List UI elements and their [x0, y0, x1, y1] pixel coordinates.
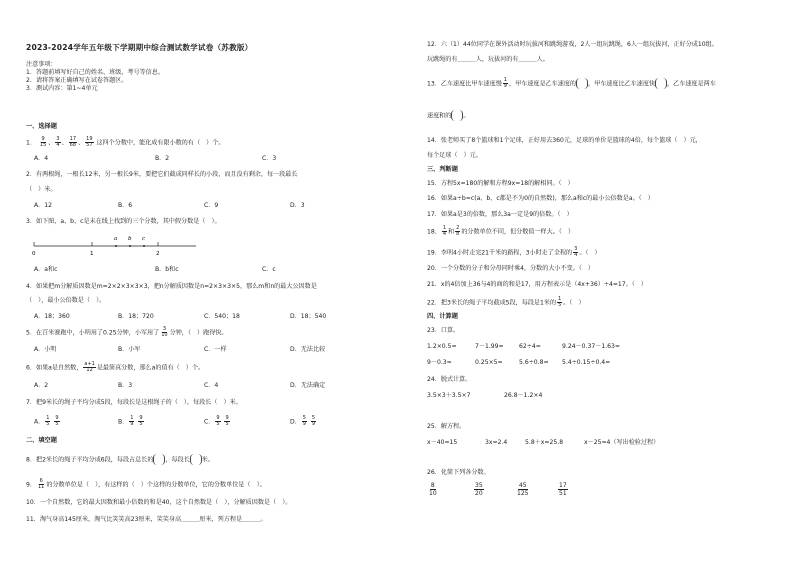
q22: 22．把3米长的绳子平均截成5段，每段是1米的 $\frac{1}{5}$ 。（ ） [427, 296, 585, 309]
notice-title: 注意事项： [26, 61, 57, 68]
q8-blank-1 [153, 454, 165, 465]
q1-option-b: B．2 [155, 155, 170, 162]
q2-option-d: D．3 [290, 202, 305, 209]
q24-item-1: 3.5×3＋3.5×7 [427, 392, 471, 399]
q23-item-4: 9.24－0.37－1.63= [562, 343, 620, 350]
q26-frac-2: $\frac{35}{20}$ [475, 482, 483, 497]
q12-line1: 12．六（1）44位同学在课外活动时玩拔河和跳绳游戏，2人一组玩跳绳，6人一组玩拔河，正好分成10组。 [427, 41, 718, 48]
q3-option-a: A．a和c [34, 266, 58, 273]
q14-line1: 14．张老师买了8个篮球和1个足球，正好用去360元，足球的单价是篮球的4倍，每个篮球（ ）元， [427, 137, 702, 144]
q13-blank-3 [451, 110, 463, 121]
q6-option-c: C．4 [204, 382, 219, 389]
axis-label-0: 0 [32, 251, 36, 257]
q1-frac-4: $\frac{19}{57}$ [86, 136, 93, 149]
q12-line2: 玩跳绳的有＿＿＿人，玩拔河的有＿＿＿人。 [427, 56, 549, 63]
q13-blank-1 [576, 78, 588, 89]
q5-option-b: B．小军 [118, 346, 141, 353]
section-choice: 一、选择题 [26, 123, 57, 130]
q7-option-d: D． $\frac{5}{9}$ $\frac{5}{9}$ [290, 415, 316, 428]
q21: 21．x的4倍加上36与4的商的和是17，用方程表示是（4x+36）÷4=17。（ ） [427, 281, 648, 288]
number-line [30, 232, 200, 258]
q1-frac-3: $\frac{17}{68}$ [69, 136, 77, 149]
q25-title: 25．解方程。 [427, 423, 466, 430]
q7-line1: 7．把9米长的绳子平均分成5段，每段长是这根绳子的（ ），每段长（ ）米。 [26, 399, 242, 406]
q3-line1: 3．如下图，a、b、c是未在线上找到的三个分数，其中假分数是（ ）。 [26, 218, 221, 225]
q6-option-d: D．无法确定 [290, 382, 326, 389]
point-c-label: c [142, 236, 146, 242]
q23-title: 23．口算。 [427, 327, 460, 334]
q13-line2: 速度和的 。 [427, 110, 469, 121]
q13-blank-2 [655, 78, 667, 89]
point-b-label: b [128, 236, 132, 242]
q25-item-2: 3x=2.4 [485, 439, 508, 446]
notice-2: 2．请将答案正确填写在试卷答题区。 [26, 77, 128, 84]
q17: 17．如果a是3的倍数，那么3a一定是9的倍数。（ ） [427, 211, 573, 218]
q4-option-c: C．540；18 [204, 313, 240, 320]
q5-option-a: A．小明 [34, 346, 57, 353]
q14-line2: 每个足球（ ）元。 [427, 152, 482, 159]
q1-option-a: A．4 [34, 155, 49, 162]
q23-item-3: 62÷4= [519, 343, 541, 350]
q1-stem: 1． $\frac{9}{15}$ 、 $\frac{3}{4}$ 、 $\frac{17}{68}$ 、 $\frac{19}{57}$ 这四个分数中，能化成有限小数的有（ ）个。 [26, 136, 225, 149]
q2-option-a: A．12 [34, 202, 53, 209]
q3-option-c: C．c [262, 266, 276, 273]
notice-3: 3．测试内容：第1~4单元 [26, 85, 98, 92]
q7-option-c: C． $\frac{9}{5}$ $\frac{9}{5}$ [204, 415, 229, 428]
q1-frac-1: $\frac{9}{15}$ [39, 136, 47, 149]
q20: 20．一个分数的分子和分母同时乘4，分数的大小不变。（ ） [427, 265, 595, 272]
q1-frac-2: $\frac{3}{4}$ [56, 136, 60, 149]
q1-option-c: C．3 [262, 155, 277, 162]
right-page [397, 0, 794, 562]
q26-title: 26．化简下列各分数。 [427, 469, 490, 476]
q2-line1: 2．有两根绳，一根长12米，另一根长9米，要把它们截成同样长的小段，而且没有剩余，每一段最长 [26, 171, 298, 178]
q24-title: 24．脱式计算。 [427, 376, 472, 383]
q24-item-2: 26.8－1.2×4 [504, 392, 543, 399]
q4-line2: （ ），最小公倍数是（ ）。 [26, 297, 106, 304]
q6-option-a: A．2 [34, 382, 49, 389]
q6-option-b: B．3 [118, 382, 133, 389]
q25-item-4: x－25=4（写出检验过程） [584, 439, 660, 446]
q26-frac-4: $\frac{17}{51}$ [559, 482, 567, 497]
axis-label-2: 2 [156, 251, 160, 257]
q9-stem: 9． $\frac{6}{11}$ 的分数单位是（ ），有这样的（ ）个这样的分数单位，它的分数单位是（ ）。 [26, 478, 266, 491]
q25-item-1: x－40=15 [427, 439, 458, 446]
q2-line2: （ ）米。 [26, 186, 57, 193]
q23-item-8: 5.4÷0.15÷0.4= [562, 359, 611, 366]
point-a-label: a [114, 236, 118, 242]
q25-item-3: 5.8＋x=25.8 [525, 439, 564, 446]
q23-item-5: 9－0.3= [427, 359, 452, 366]
q6-stem: 6．如果a是自然数， $\frac{a+1}{12}$ 是最简真分数，那么a的值有（ ）个。 [26, 361, 205, 374]
q8-stem: 8．把2米长的绳子平均分成6段，每段占总长的 ，每段长 米。 [26, 454, 214, 465]
q15: 15．方程5x=180的解和方程9x=18的解相同。（ ） [427, 180, 574, 187]
q10: 10．一个自然数，它的最大因数和最小倍数的和是40，这个自然数是（ ），分解质因数是（ ）。 [26, 499, 292, 506]
q7-option-b: B． $\frac{1}{9}$ $\frac{9}{5}$ [118, 415, 143, 428]
q26-frac-1: $\frac{8}{10}$ [429, 482, 437, 497]
q2-option-b: B．6 [118, 202, 133, 209]
q5-stem: 5．在百米赛跑中，小明用了0.25分钟，小军用了 $\frac{3}{10}$ 分钟，（ ）跑得快。 [26, 326, 228, 339]
q13-stem: 13．乙车速度比甲车速度慢 $\frac{1}{9}$ ，甲车速度是乙车速度的 ，甲车速度比乙车速度快 ，乙车速度是两车 [427, 77, 716, 90]
q5-option-c: C．一样 [204, 346, 227, 353]
q2-option-c: C．9 [204, 202, 219, 209]
q8-blank-2 [190, 454, 202, 465]
q4-line1: 4．如果把m分解质因数是m=2×2×3×3×3，把n分解质因数是n=2×3×3×5，那么m和n的最大公因数是 [26, 283, 317, 290]
section-fill: 二、填空题 [26, 437, 57, 444]
q23-item-1: 1.2×0.5= [427, 343, 457, 350]
section-calc: 四、计算题 [427, 313, 458, 320]
q3-option-b: B．b和c [155, 266, 179, 273]
q7-option-a: A． $\frac{1}{5}$ $\frac{9}{5}$ [34, 415, 59, 428]
q5-option-d: D．无法比较 [290, 346, 326, 353]
q4-option-a: A．18；360 [34, 313, 70, 320]
q23-item-6: 0.25×5= [475, 359, 503, 366]
q11: 11．淘气身高145厘米，淘气比笑笑高23厘米，笑笑身高＿＿＿厘米，列方程是＿＿＿。 [26, 516, 267, 523]
q16: 16．如果a÷b=c(a、b、c都是不为0的自然数)，那么a和c的最小公倍数是a。（ ） [427, 195, 654, 202]
q4-option-d: D．18；540 [290, 313, 327, 320]
section-judge: 三、判断题 [427, 166, 458, 173]
notice-1: 1．答题前填写好自己的姓名、班级、考号等信息。 [26, 69, 164, 76]
q23-item-7: 5.6÷0.8= [519, 359, 549, 366]
q4-option-b: B．18；720 [118, 313, 154, 320]
q19: 19．李明4小时走完21千米的路程，3小时走了全程的 $\frac{3}{4}$ 。（ ） [427, 246, 601, 259]
axis-label-1: 1 [90, 251, 94, 257]
exam-title: 2023-2024学年五年级下学期期中综合测试数学试卷（苏教版） [26, 43, 253, 52]
q23-item-2: 7－1.99= [475, 343, 504, 350]
q18: 18． $\frac{1}{4}$ 和 $\frac{2}{8}$ 的分数单位不同，但分数值一样大。（ ） [427, 225, 575, 238]
q26-frac-3: $\frac{45}{125}$ [517, 482, 529, 497]
